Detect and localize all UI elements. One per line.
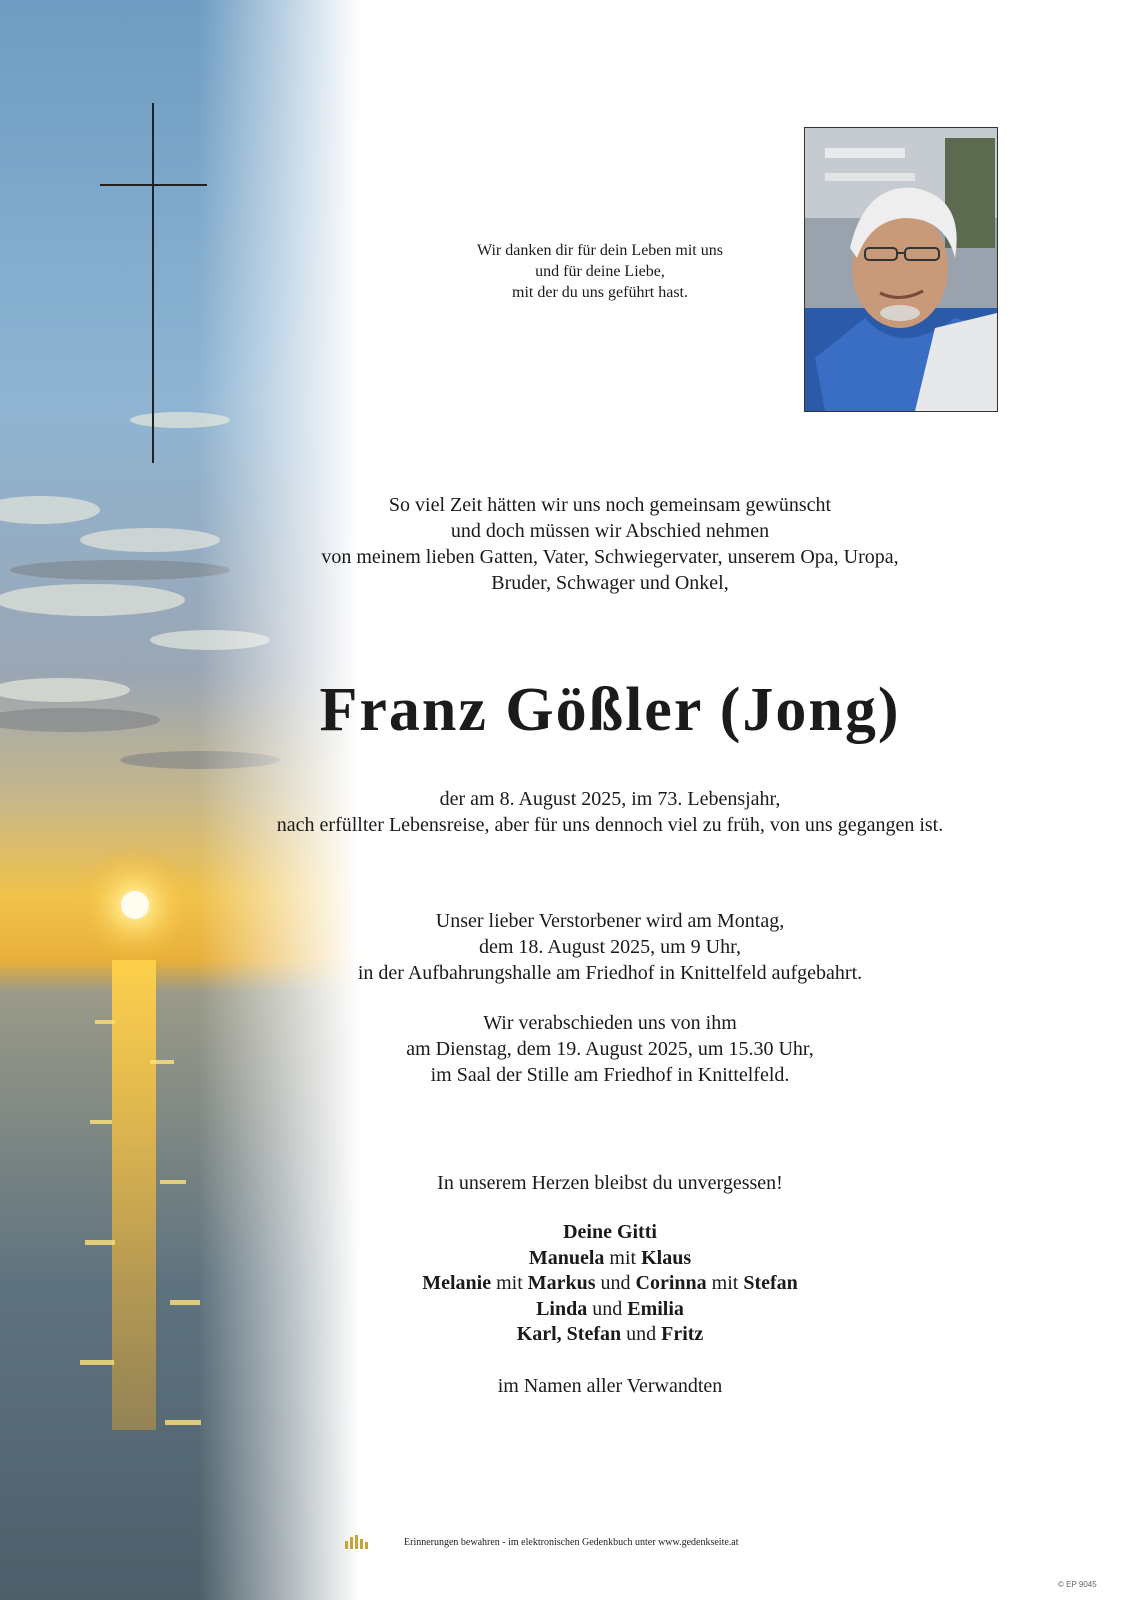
farewell-line: im Saal der Stille am Friedhof in Knittelfeld. [430,1064,790,1086]
family-signatures [260,1220,960,1348]
closing-line: In unserem Herzen bleibst du unvergessen! [437,1172,783,1194]
intro-text [230,492,990,596]
family-line [260,1246,960,1272]
family-name: Markus [527,1272,596,1294]
intro-line: Bruder, Schwager und Onkel, [491,572,729,594]
footer [345,1532,865,1552]
farewell-line: am Dienstag, dem 19. August 2025, um 15.30 Uhr, [406,1038,814,1060]
publisher-logo-icon [345,1535,368,1549]
laying-out-line: in der Aufbahrungshalle am Friedhof in Knittelfeld aufgebahrt. [357,962,863,984]
laying-out-notice [260,908,960,986]
memorial-quote [400,240,800,303]
quote-line: und für deine Liebe, [535,263,665,280]
family-name: Deine Gitti [563,1221,657,1243]
laying-out-line: dem 18. August 2025, um 9 Uhr, [479,936,741,958]
family-line [260,1220,960,1246]
deceased-name: Franz Gößler (Jong) [319,676,901,744]
death-notice [200,786,1020,838]
intro-line: So viel Zeit hätten wir uns noch gemeinsam gewünscht [388,494,832,516]
family-joiner: mit [496,1272,523,1294]
intro-line: und doch müssen wir Abschied nehmen [450,520,770,542]
family-name: Fritz [661,1323,704,1345]
family-name: Klaus [641,1246,692,1269]
family-joiner: und [600,1272,631,1294]
family-name: Manuela [528,1246,605,1269]
family-name: Emilia [627,1297,684,1320]
family-name: Melanie [422,1272,492,1294]
family-name: Stefan [743,1272,798,1294]
print-code: © EP 9045 [1058,1580,1097,1589]
death-notice-line: nach erfüllter Lebensreise, aber für uns dennoch viel zu früh, von uns gegangen ist. [276,814,944,836]
family-line [260,1297,960,1323]
guestbook-note: Erinnerungen bewahren - im elektronischen Gedenkbuch unter www.gedenkseite.at [404,1536,739,1548]
quote-line: Wir danken dir für dein Leben mit uns [477,242,723,259]
family-joiner: mit [609,1246,637,1269]
family-name: Karl, Stefan [516,1323,622,1345]
family-line [260,1271,960,1297]
laying-out-line: Unser lieber Verstorbener wird am Montag, [435,910,785,932]
quote-line: mit der du uns geführt hast. [512,284,688,301]
family-line [260,1322,960,1348]
farewell-line: Wir verabschieden uns von ihm [483,1012,737,1034]
portrait-photo [804,127,998,412]
family-name: Corinna [635,1272,707,1294]
farewell-notice [260,1010,960,1088]
family-name: Linda [536,1297,588,1320]
family-joiner: mit [711,1272,739,1294]
family-joiner: und [592,1297,623,1320]
relatives-line: im Namen aller Verwandten [497,1375,723,1397]
death-notice-line: der am 8. August 2025, im 73. Lebensjahr, [439,788,781,810]
family-joiner: und [626,1323,657,1345]
intro-line: von meinem lieben Gatten, Vater, Schwiegervater, unserem Opa, Uropa, [321,546,899,568]
